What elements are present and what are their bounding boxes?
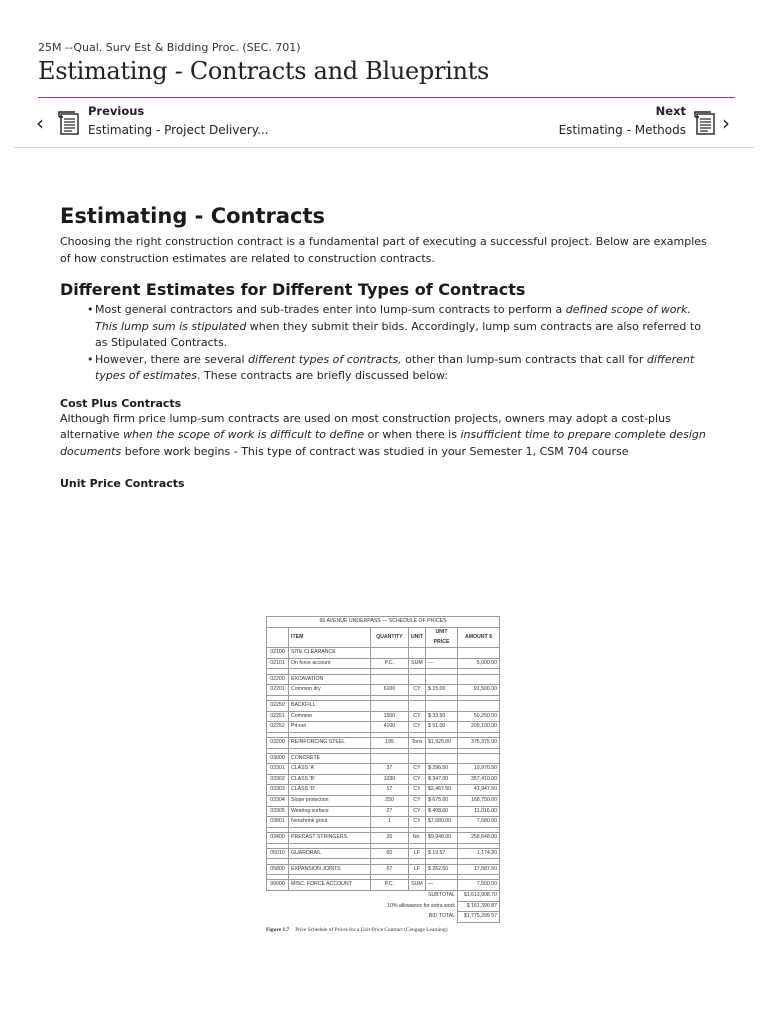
table-row	[267, 658, 500, 669]
schedule-figure	[266, 616, 500, 933]
document-icon	[694, 111, 716, 136]
table-cell: 37	[370, 764, 408, 775]
table-cell: CY	[408, 796, 425, 807]
table-cell: 357,410.00	[458, 774, 500, 785]
table-cell: 27	[370, 806, 408, 817]
table-cell: Wearing surface	[289, 806, 371, 817]
total-row	[267, 890, 500, 901]
table-cell: LF	[408, 864, 425, 875]
table-cell: 02100	[267, 648, 289, 659]
table-cell	[426, 674, 458, 685]
table-cell: CONCRETE	[289, 753, 371, 764]
table-cell: 7,680.00	[458, 817, 500, 828]
table-cell	[408, 753, 425, 764]
table-cell: EXPANSION JOINTS	[289, 864, 371, 875]
table-cell: $ 262.50	[426, 864, 458, 875]
table-cell: 375,375.00	[458, 737, 500, 748]
table-cell	[458, 753, 500, 764]
table-row	[267, 737, 500, 748]
table-cell: $ 33.50	[426, 711, 458, 722]
table-cell: CY	[408, 722, 425, 733]
page-title: Estimating - Contracts and Blueprints	[38, 57, 490, 85]
table-cell: 02200	[267, 674, 289, 685]
table-cell: 258,648.00	[458, 833, 500, 844]
table-cell: PRECAST STRINGERS	[289, 833, 371, 844]
table-cell: 02250	[267, 700, 289, 711]
table-cell: SUM	[408, 880, 425, 891]
table-row	[267, 753, 500, 764]
table-cell: 17	[370, 785, 408, 796]
total-value: $ 161,390.87	[458, 901, 500, 912]
topic-navigation	[14, 98, 754, 148]
table-cell: Tons	[408, 737, 425, 748]
table-cell: 02101	[267, 658, 289, 669]
table-cell	[370, 700, 408, 711]
table-row	[267, 880, 500, 891]
table-cell: 91,500.00	[458, 685, 500, 696]
table-cell: 02251	[267, 711, 289, 722]
table-row	[267, 864, 500, 875]
column-header: UNIT PRICE	[426, 628, 458, 648]
cost-plus-heading: Cost Plus Contracts	[60, 396, 182, 410]
column-header	[267, 628, 289, 648]
intro-paragraph: Choosing the right construction contract is a fundamental part of executing a successful project. Below are examples of how construction estimates are related to construction contracts.	[60, 235, 707, 265]
table-cell: SITE CLEARANCE	[289, 648, 371, 659]
table-cell: 10,970.50	[458, 764, 500, 775]
table-cell: 03301	[267, 764, 289, 775]
table-header-row	[267, 628, 500, 648]
table-cell	[426, 648, 458, 659]
table-cell: $ 15.00	[426, 685, 458, 696]
total-label: SUBTOTAL	[428, 892, 455, 899]
table-cell: 50,250.00	[458, 711, 500, 722]
table-cell: 4100	[370, 722, 408, 733]
list-item: • Most general contractors and sub-trades enter into lump-sum contracts to perform a defined scope of work. This lump sum is stipulated when they submit their bids. Accordingly, lump sum contracts are also referred to as Stipulated Contracts.	[87, 302, 712, 352]
table-cell: 03801	[267, 817, 289, 828]
table-cell: No.	[408, 833, 425, 844]
table-cell: CLASS 'B'	[289, 774, 371, 785]
table-cell: 6100	[370, 685, 408, 696]
chevron-left-icon: ‹	[36, 111, 44, 135]
table-cell: 03200	[267, 737, 289, 748]
column-header: ITEM	[289, 628, 371, 648]
table-cell	[426, 700, 458, 711]
table-row	[267, 674, 500, 685]
table-cell: CY	[408, 785, 425, 796]
cost-plus-paragraph: Although firm price lump-sum contracts are used on most construction projects, owners may adopt a cost-plus alternative when the scope of work is difficult to define or when there is insufficient time to prepare complete design documents before work begins - This type of contract was studied in your Semester 1, CSM 704 course	[60, 411, 706, 458]
table-cell: CY	[408, 817, 425, 828]
table-cell	[408, 648, 425, 659]
total-label: BID TOTAL	[428, 913, 455, 920]
total-value: $1,775,299.57	[458, 912, 500, 923]
table-row	[267, 833, 500, 844]
table-cell: 67	[370, 864, 408, 875]
table-cell: GUARDRAIL	[289, 848, 371, 859]
table-cell: P.C.	[370, 658, 408, 669]
table-cell: LF	[408, 848, 425, 859]
table-cell: 1,174.20	[458, 848, 500, 859]
table-cell: CY	[408, 764, 425, 775]
table-row	[267, 685, 500, 696]
table-cell	[370, 753, 408, 764]
table-cell: 03400	[267, 833, 289, 844]
course-label: 25M --Qual. Surv Est & Bidding Proc. (SEC. 701)	[38, 41, 301, 54]
previous-label: Previous	[88, 104, 145, 118]
table-cell: 209,100.00	[458, 722, 500, 733]
table-cell: $9,948.00	[426, 833, 458, 844]
table-cell: Nonshrink grout	[289, 817, 371, 828]
table-cell: CLASS 'A'	[289, 764, 371, 775]
table-cell: 168,750.00	[458, 796, 500, 807]
table-row	[267, 700, 500, 711]
table-cell: $ 347.00	[426, 774, 458, 785]
table-cell: $1,925.00	[426, 737, 458, 748]
table-cell: P.C.	[370, 880, 408, 891]
table-cell: CY	[408, 806, 425, 817]
table-cell: 02201	[267, 685, 289, 696]
subsection-heading: Different Estimates for Different Types of Contracts	[60, 280, 526, 299]
document-icon	[58, 111, 80, 136]
table-cell: 1	[370, 817, 408, 828]
table-cell: 05800	[267, 864, 289, 875]
table-cell: —	[426, 880, 458, 891]
schedule-of-prices-table	[266, 616, 500, 923]
table-cell: 02252	[267, 722, 289, 733]
table-cell: CY	[408, 774, 425, 785]
previous-topic-title: Estimating - Project Delivery...	[88, 123, 269, 137]
chevron-right-icon: ›	[722, 111, 730, 135]
table-cell: $ 408.00	[426, 806, 458, 817]
table-cell: Common dry	[289, 685, 371, 696]
column-header: UNIT	[408, 628, 425, 648]
table-cell: MISC. FORCE ACCOUNT	[289, 880, 371, 891]
table-cell: Slope protection	[289, 796, 371, 807]
table-cell: $2,467.50	[426, 785, 458, 796]
table-row	[267, 806, 500, 817]
table-cell	[408, 700, 425, 711]
topic-content	[60, 204, 712, 491]
table-cell: 17,587.50	[458, 864, 500, 875]
table-row	[267, 722, 500, 733]
table-cell: $ 296.50	[426, 764, 458, 775]
table-row	[267, 848, 500, 859]
table-cell: 195	[370, 737, 408, 748]
unit-price-heading: Unit Price Contracts	[60, 477, 185, 490]
next-label: Next	[655, 104, 686, 118]
table-cell: Pit-run	[289, 722, 371, 733]
table-cell: CY	[408, 685, 425, 696]
table-title: 66 AVENUE UNDERPASS — SCHEDULE OF PRICES	[267, 617, 500, 628]
table-cell: $ 51.00	[426, 722, 458, 733]
table-cell	[370, 648, 408, 659]
table-row	[267, 817, 500, 828]
section-heading: Estimating - Contracts	[60, 204, 326, 228]
next-topic-link[interactable]	[490, 103, 730, 143]
table-cell: SUM	[408, 658, 425, 669]
table-cell: 250	[370, 796, 408, 807]
table-cell: 26	[370, 833, 408, 844]
table-cell: CY	[408, 711, 425, 722]
table-cell: —	[426, 658, 458, 669]
table-cell: 05010	[267, 848, 289, 859]
contract-types-list	[60, 302, 712, 385]
table-cell: 03000	[267, 753, 289, 764]
total-row	[267, 912, 500, 923]
table-cell: 60	[370, 848, 408, 859]
column-header: AMOUNT $	[458, 628, 500, 648]
total-label: 10% allowance for extra work	[387, 902, 455, 909]
list-item: • However, there are several different types of contracts, other than lump-sum contracts that call for different types of estimates. These contracts are briefly discussed below:	[87, 352, 712, 385]
table-cell	[426, 753, 458, 764]
table-cell	[458, 674, 500, 685]
next-topic-title: Estimating - Methods	[558, 123, 686, 137]
table-cell: $ 19.57	[426, 848, 458, 859]
table-cell: 5,000.00	[458, 658, 500, 669]
table-cell: 7,500.00	[458, 880, 500, 891]
table-cell: 03302	[267, 774, 289, 785]
total-row	[267, 901, 500, 912]
table-cell: 41,947.50	[458, 785, 500, 796]
table-cell: 11,016.00	[458, 806, 500, 817]
table-cell: $7,680.00	[426, 817, 458, 828]
table-row	[267, 648, 500, 659]
table-cell	[458, 648, 500, 659]
table-body	[267, 648, 500, 923]
table-row	[267, 711, 500, 722]
table-cell: 03305	[267, 806, 289, 817]
table-cell: EXCAVATION	[289, 674, 371, 685]
table-cell: Common	[289, 711, 371, 722]
table-cell	[370, 674, 408, 685]
table-row	[267, 774, 500, 785]
table-cell: CLASS 'D'	[289, 785, 371, 796]
table-cell: BACKFILL	[289, 700, 371, 711]
previous-topic-link[interactable]	[36, 103, 316, 143]
figure-caption: Figure 1.7 Price Schedule of Prices for a Unit-Price Contract (Cengage Learning)	[266, 926, 448, 933]
table-cell: REINFORCING STEEL	[289, 737, 371, 748]
table-row	[267, 785, 500, 796]
table-cell: 03303	[267, 785, 289, 796]
table-row	[267, 796, 500, 807]
column-header: QUANTITY	[370, 628, 408, 648]
table-cell: 99000	[267, 880, 289, 891]
table-cell: 1030	[370, 774, 408, 785]
table-cell	[458, 700, 500, 711]
table-row	[267, 764, 500, 775]
table-cell: $ 675.00	[426, 796, 458, 807]
table-cell: On force account	[289, 658, 371, 669]
table-cell: 1500	[370, 711, 408, 722]
table-cell	[408, 674, 425, 685]
table-cell: 03304	[267, 796, 289, 807]
total-value: $1,613,908.70	[458, 890, 500, 901]
